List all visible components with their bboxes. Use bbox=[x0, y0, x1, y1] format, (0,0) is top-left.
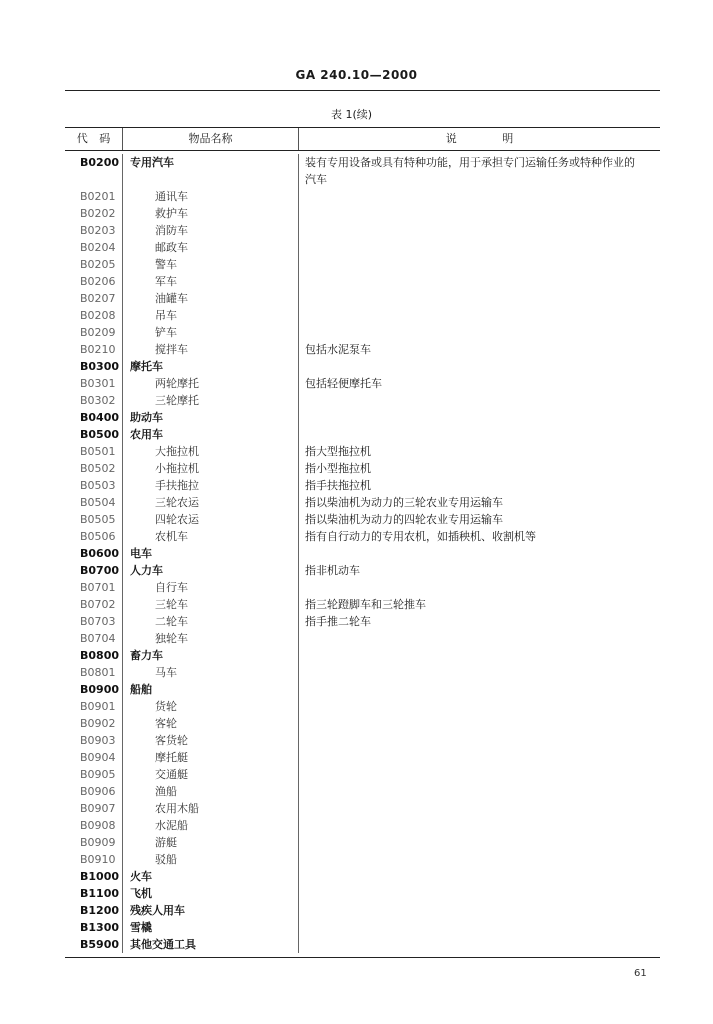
name-cell: 搅拌车 bbox=[122, 341, 298, 358]
name-cell: 吊车 bbox=[122, 307, 298, 324]
name-cell: 货轮 bbox=[122, 698, 298, 715]
name-cell: 三轮摩托 bbox=[122, 392, 298, 409]
table-row bbox=[65, 358, 660, 375]
table-row bbox=[65, 392, 660, 409]
note-cell: 装有专用设备或具有特种功能，用于承担专门运输任务或特种作业的汽车 bbox=[298, 154, 660, 188]
table-row bbox=[65, 460, 660, 477]
note-cell bbox=[298, 188, 660, 205]
name-cell: 交通艇 bbox=[122, 766, 298, 783]
table-row bbox=[65, 868, 660, 885]
name-cell: 四轮农运 bbox=[122, 511, 298, 528]
name-cell: 三轮车 bbox=[122, 596, 298, 613]
note-cell bbox=[298, 664, 660, 681]
note-cell: 指非机动车 bbox=[298, 562, 660, 579]
name-cell: 飞机 bbox=[122, 885, 298, 902]
table-row bbox=[65, 290, 660, 307]
code-cell: B0206 bbox=[80, 275, 116, 288]
table-row bbox=[65, 817, 660, 834]
note-cell: 指以柴油机为动力的四轮农业专用运输车 bbox=[298, 511, 660, 528]
code-cell: B0702 bbox=[80, 598, 116, 611]
table-row bbox=[65, 222, 660, 239]
name-cell: 农机车 bbox=[122, 528, 298, 545]
note-cell bbox=[298, 868, 660, 885]
note-cell bbox=[298, 545, 660, 562]
name-cell: 助动车 bbox=[122, 409, 298, 426]
code-cell: B0202 bbox=[80, 207, 116, 220]
note-cell bbox=[298, 936, 660, 953]
table-row bbox=[65, 596, 660, 613]
code-cell: B0800 bbox=[80, 649, 119, 662]
table-row bbox=[65, 256, 660, 273]
name-cell: 渔船 bbox=[122, 783, 298, 800]
note-cell bbox=[298, 698, 660, 715]
standard-number: GA 240.10—2000 bbox=[295, 68, 418, 82]
table-row bbox=[65, 239, 660, 256]
name-cell: 电车 bbox=[122, 545, 298, 562]
table-row bbox=[65, 477, 660, 494]
code-cell: B0701 bbox=[80, 581, 116, 594]
table-caption: 表 1(续) bbox=[330, 108, 373, 121]
code-cell: B1300 bbox=[80, 921, 119, 934]
page-number: 61 bbox=[634, 968, 647, 979]
note-cell: 包括水泥泵车 bbox=[298, 341, 660, 358]
note-cell: 指大型拖拉机 bbox=[298, 443, 660, 460]
code-cell: B1100 bbox=[80, 887, 119, 900]
name-cell: 驳船 bbox=[122, 851, 298, 868]
table-row bbox=[65, 426, 660, 443]
note-cell: 包括轻便摩托车 bbox=[298, 375, 660, 392]
table-row bbox=[65, 324, 660, 341]
name-cell: 两轮摩托 bbox=[122, 375, 298, 392]
code-cell: B0200 bbox=[80, 156, 119, 169]
note-cell bbox=[298, 426, 660, 443]
table-row bbox=[65, 800, 660, 817]
header-note: 说 明 bbox=[298, 128, 660, 150]
table-row bbox=[65, 443, 660, 460]
name-cell: 铲车 bbox=[122, 324, 298, 341]
name-cell: 农用车 bbox=[122, 426, 298, 443]
code-cell: B0505 bbox=[80, 513, 116, 526]
table-row bbox=[65, 919, 660, 936]
name-cell: 游艇 bbox=[122, 834, 298, 851]
code-cell: B0910 bbox=[80, 853, 116, 866]
name-cell: 其他交通工具 bbox=[122, 936, 298, 953]
table-row bbox=[65, 766, 660, 783]
note-cell bbox=[298, 273, 660, 290]
table-row bbox=[65, 511, 660, 528]
code-cell: B0301 bbox=[80, 377, 116, 390]
note-cell bbox=[298, 324, 660, 341]
note-cell bbox=[298, 290, 660, 307]
code-cell: B0502 bbox=[80, 462, 116, 475]
table-row bbox=[65, 188, 660, 205]
code-cell: B0204 bbox=[80, 241, 116, 254]
note-cell bbox=[298, 732, 660, 749]
note-cell bbox=[298, 749, 660, 766]
code-cell: B0504 bbox=[80, 496, 116, 509]
header-rule bbox=[65, 90, 660, 91]
name-cell: 军车 bbox=[122, 273, 298, 290]
code-cell: B0909 bbox=[80, 836, 116, 849]
table-row bbox=[65, 545, 660, 562]
name-cell: 客货轮 bbox=[122, 732, 298, 749]
code-cell: B0900 bbox=[80, 683, 119, 696]
code-cell: B0704 bbox=[80, 632, 116, 645]
note-cell bbox=[298, 715, 660, 732]
code-cell: B1200 bbox=[80, 904, 119, 917]
code-cell: B0906 bbox=[80, 785, 116, 798]
table-row bbox=[65, 613, 660, 630]
name-cell: 摩托艇 bbox=[122, 749, 298, 766]
name-cell: 救护车 bbox=[122, 205, 298, 222]
code-cell: B0904 bbox=[80, 751, 116, 764]
note-cell bbox=[298, 817, 660, 834]
note-cell bbox=[298, 239, 660, 256]
name-cell: 独轮车 bbox=[122, 630, 298, 647]
code-cell: B0905 bbox=[80, 768, 116, 781]
note-cell bbox=[298, 358, 660, 375]
name-cell: 通讯车 bbox=[122, 188, 298, 205]
header-code: 代 码 bbox=[76, 132, 111, 145]
table-row bbox=[65, 375, 660, 392]
note-cell bbox=[298, 205, 660, 222]
code-cell: B0503 bbox=[80, 479, 116, 492]
code-cell: B0600 bbox=[80, 547, 119, 560]
note-cell bbox=[298, 392, 660, 409]
code-cell: B0801 bbox=[80, 666, 116, 679]
table-row bbox=[65, 715, 660, 732]
note-cell bbox=[298, 783, 660, 800]
note-cell: 指三轮蹬脚车和三轮推车 bbox=[298, 596, 660, 613]
header-name: 物品名称 bbox=[122, 128, 298, 150]
table-row bbox=[65, 681, 660, 698]
code-cell: B0208 bbox=[80, 309, 116, 322]
note-cell bbox=[298, 681, 660, 698]
code-cell: B0500 bbox=[80, 428, 119, 441]
table-body bbox=[65, 151, 660, 957]
code-cell: B0700 bbox=[80, 564, 119, 577]
name-cell: 二轮车 bbox=[122, 613, 298, 630]
note-cell bbox=[298, 800, 660, 817]
code-cell: B0203 bbox=[80, 224, 116, 237]
table-row bbox=[65, 936, 660, 953]
code-cell: B0506 bbox=[80, 530, 116, 543]
name-cell: 残疾人用车 bbox=[122, 902, 298, 919]
table-row bbox=[65, 562, 660, 579]
code-cell: B0703 bbox=[80, 615, 116, 628]
name-cell: 客轮 bbox=[122, 715, 298, 732]
note-cell bbox=[298, 851, 660, 868]
note-cell: 指手推二轮车 bbox=[298, 613, 660, 630]
code-cell: B0302 bbox=[80, 394, 116, 407]
table-row bbox=[65, 154, 660, 188]
name-cell: 手扶拖拉 bbox=[122, 477, 298, 494]
table-row bbox=[65, 783, 660, 800]
note-cell: 指小型拖拉机 bbox=[298, 460, 660, 477]
name-cell: 农用木船 bbox=[122, 800, 298, 817]
code-cell: B0300 bbox=[80, 360, 119, 373]
note-cell bbox=[298, 647, 660, 664]
table-row bbox=[65, 749, 660, 766]
code-cell: B0501 bbox=[80, 445, 116, 458]
name-cell: 邮政车 bbox=[122, 239, 298, 256]
note-cell bbox=[298, 630, 660, 647]
code-cell: B0209 bbox=[80, 326, 116, 339]
goods-code-table bbox=[65, 127, 660, 958]
name-cell: 火车 bbox=[122, 868, 298, 885]
name-cell: 警车 bbox=[122, 256, 298, 273]
note-cell bbox=[298, 902, 660, 919]
name-cell: 马车 bbox=[122, 664, 298, 681]
note-cell bbox=[298, 307, 660, 324]
name-cell: 雪橇 bbox=[122, 919, 298, 936]
note-cell bbox=[298, 834, 660, 851]
table-row bbox=[65, 630, 660, 647]
code-cell: B0902 bbox=[80, 717, 116, 730]
note-cell bbox=[298, 409, 660, 426]
name-cell: 畜力车 bbox=[122, 647, 298, 664]
table-header-row bbox=[65, 128, 660, 151]
code-cell: B0201 bbox=[80, 190, 116, 203]
table-row bbox=[65, 409, 660, 426]
note-cell bbox=[298, 766, 660, 783]
code-cell: B0901 bbox=[80, 700, 116, 713]
table-row bbox=[65, 494, 660, 511]
note-cell bbox=[298, 885, 660, 902]
name-cell: 人力车 bbox=[122, 562, 298, 579]
table-row bbox=[65, 341, 660, 358]
code-cell: B0205 bbox=[80, 258, 116, 271]
name-cell: 船舶 bbox=[122, 681, 298, 698]
note-cell: 指以柴油机为动力的三轮农业专用运输车 bbox=[298, 494, 660, 511]
note-cell bbox=[298, 256, 660, 273]
table-row bbox=[65, 851, 660, 868]
code-cell: B0400 bbox=[80, 411, 119, 424]
table-row bbox=[65, 885, 660, 902]
note-cell bbox=[298, 222, 660, 239]
table-row bbox=[65, 205, 660, 222]
table-row bbox=[65, 902, 660, 919]
code-cell: B0210 bbox=[80, 343, 116, 356]
table-row bbox=[65, 528, 660, 545]
name-cell: 消防车 bbox=[122, 222, 298, 239]
table-row bbox=[65, 698, 660, 715]
note-cell bbox=[298, 919, 660, 936]
name-cell: 大拖拉机 bbox=[122, 443, 298, 460]
table-row bbox=[65, 307, 660, 324]
name-cell: 小拖拉机 bbox=[122, 460, 298, 477]
code-cell: B1000 bbox=[80, 870, 119, 883]
table-row bbox=[65, 834, 660, 851]
note-cell: 指手扶拖拉机 bbox=[298, 477, 660, 494]
name-cell: 三轮农运 bbox=[122, 494, 298, 511]
name-cell: 油罐车 bbox=[122, 290, 298, 307]
name-cell: 摩托车 bbox=[122, 358, 298, 375]
code-cell: B0903 bbox=[80, 734, 116, 747]
name-cell: 专用汽车 bbox=[122, 154, 298, 188]
code-cell: B0907 bbox=[80, 802, 116, 815]
table-row bbox=[65, 732, 660, 749]
code-cell: B0207 bbox=[80, 292, 116, 305]
note-cell bbox=[298, 579, 660, 596]
table-row bbox=[65, 579, 660, 596]
note-cell: 指有自行动力的专用农机，如插秧机、收割机等 bbox=[298, 528, 660, 545]
table-row bbox=[65, 664, 660, 681]
code-cell: B0908 bbox=[80, 819, 116, 832]
table-row bbox=[65, 647, 660, 664]
table-row bbox=[65, 273, 660, 290]
name-cell: 水泥船 bbox=[122, 817, 298, 834]
code-cell: B5900 bbox=[80, 938, 119, 951]
name-cell: 自行车 bbox=[122, 579, 298, 596]
